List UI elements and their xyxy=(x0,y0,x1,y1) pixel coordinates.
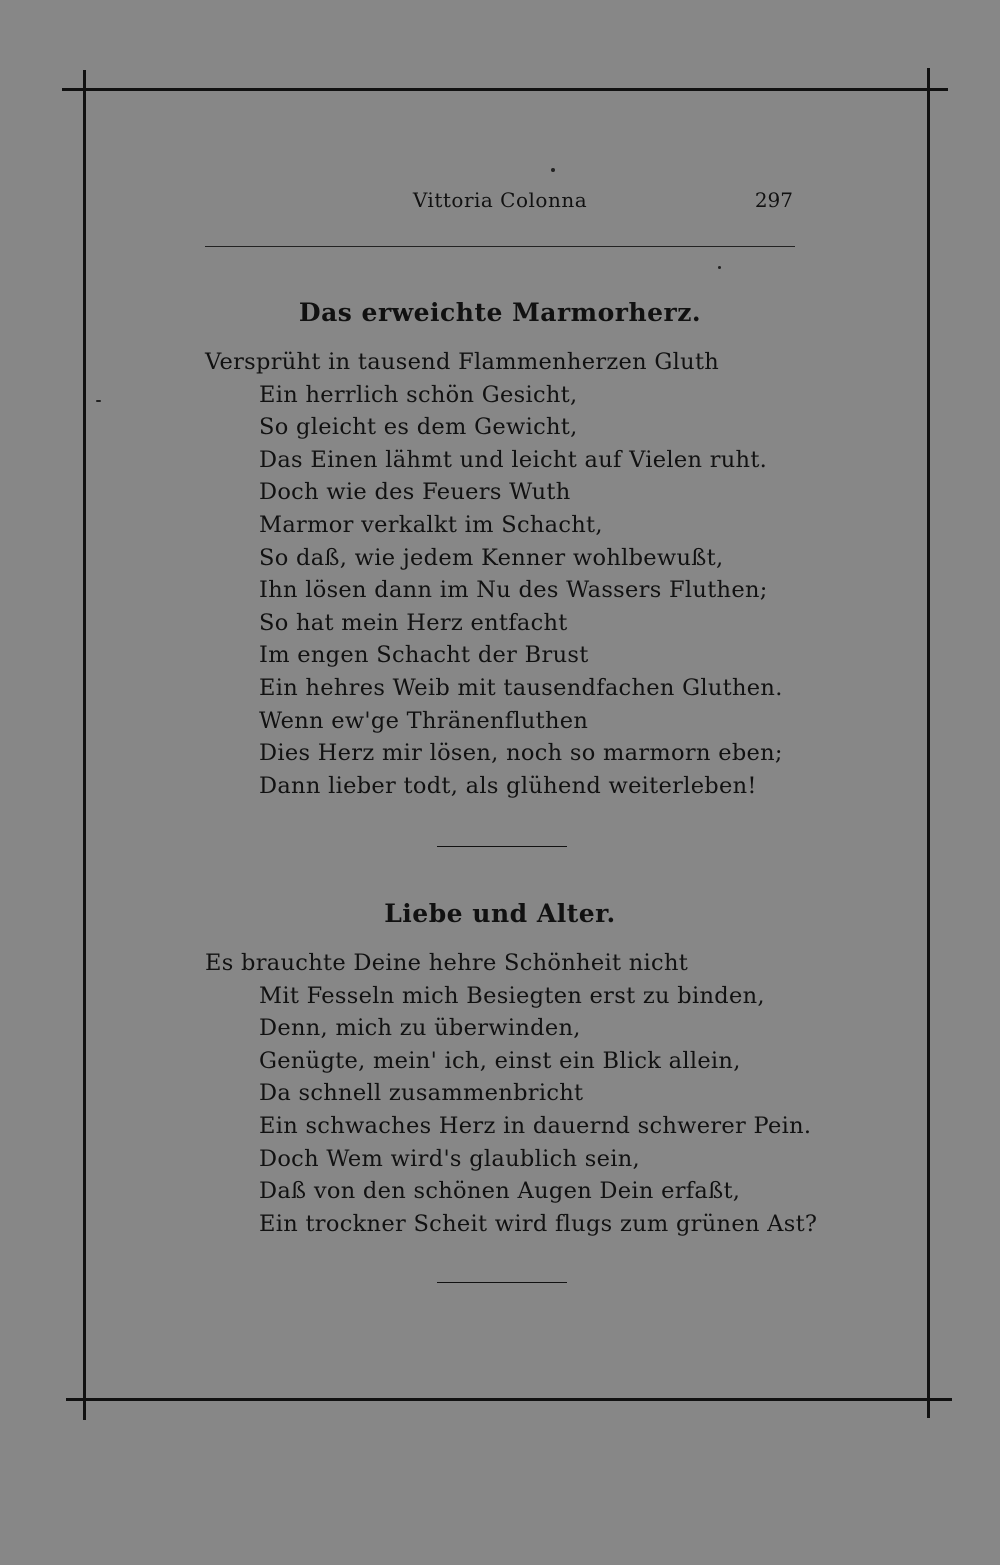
page-number: 297 xyxy=(754,188,793,212)
poem-1-body xyxy=(205,346,805,802)
poem-line: Marmor verkalkt im Schacht, xyxy=(259,511,603,538)
poem-line: Genügte, mein' ich, einst ein Blick allein, xyxy=(259,1047,741,1074)
poem-line: Denn, mich zu überwinden, xyxy=(259,1015,581,1042)
poem-title-2: Liebe und Alter. xyxy=(384,899,616,928)
print-speck xyxy=(718,266,721,269)
running-title: Vittoria Colonna xyxy=(412,188,588,212)
poem-line: Das Einen lähmt und leicht auf Vielen ruht. xyxy=(259,446,768,473)
end-separator xyxy=(437,1282,567,1283)
poem-title-1: Das erweichte Marmorherz. xyxy=(298,298,702,327)
poem-line: Es brauchte Deine hehre Schönheit nicht xyxy=(205,950,689,976)
poem-line: Ein hehres Weib mit tausendfachen Gluthen. xyxy=(259,674,783,701)
poem-line: Versprüht in tausend Flammenherzen Gluth xyxy=(205,349,720,375)
poem-line: Ein herrlich schön Gesicht, xyxy=(259,381,578,408)
print-speck xyxy=(96,400,101,402)
poem-2-body xyxy=(205,947,818,1240)
poem-line: So gleicht es dem Gewicht, xyxy=(259,414,578,441)
frame-right-line xyxy=(927,68,930,1418)
poem-line: Dann lieber todt, als glühend weiterleben! xyxy=(259,772,757,799)
poem-line: Mit Fesseln mich Besiegten erst zu binden, xyxy=(259,982,765,1009)
poem-line: Im engen Schacht der Brust xyxy=(259,642,589,669)
poem-line: Doch Wem wird's glaublich sein, xyxy=(259,1145,640,1172)
page-header xyxy=(205,188,795,218)
print-speck xyxy=(551,168,555,172)
poem-line: Daß von den schönen Augen Dein erfaßt, xyxy=(259,1178,741,1205)
poem-line: Wenn ew'ge Thränenfluthen xyxy=(259,707,589,734)
section-separator xyxy=(437,846,567,847)
poem-line: Dies Herz mir lösen, noch so marmorn eben; xyxy=(259,740,783,767)
header-rule xyxy=(205,246,795,247)
poem-line: Ihn lösen dann im Nu des Wassers Fluthen; xyxy=(259,577,768,604)
frame-bottom-line xyxy=(66,1398,952,1401)
poem-line: Ein trockner Scheit wird flugs zum grünen Ast? xyxy=(259,1210,818,1237)
frame-top-line xyxy=(62,88,948,91)
poem-line: So daß, wie jedem Kenner wohlbewußt, xyxy=(259,544,724,571)
poem-line: So hat mein Herz entfacht xyxy=(259,609,568,636)
poem-line: Ein schwaches Herz in dauernd schwerer Pein. xyxy=(259,1112,812,1139)
poem-line: Doch wie des Feuers Wuth xyxy=(259,479,571,506)
poem-line: Da schnell zusammenbricht xyxy=(259,1080,584,1107)
frame-left-line xyxy=(83,70,86,1420)
